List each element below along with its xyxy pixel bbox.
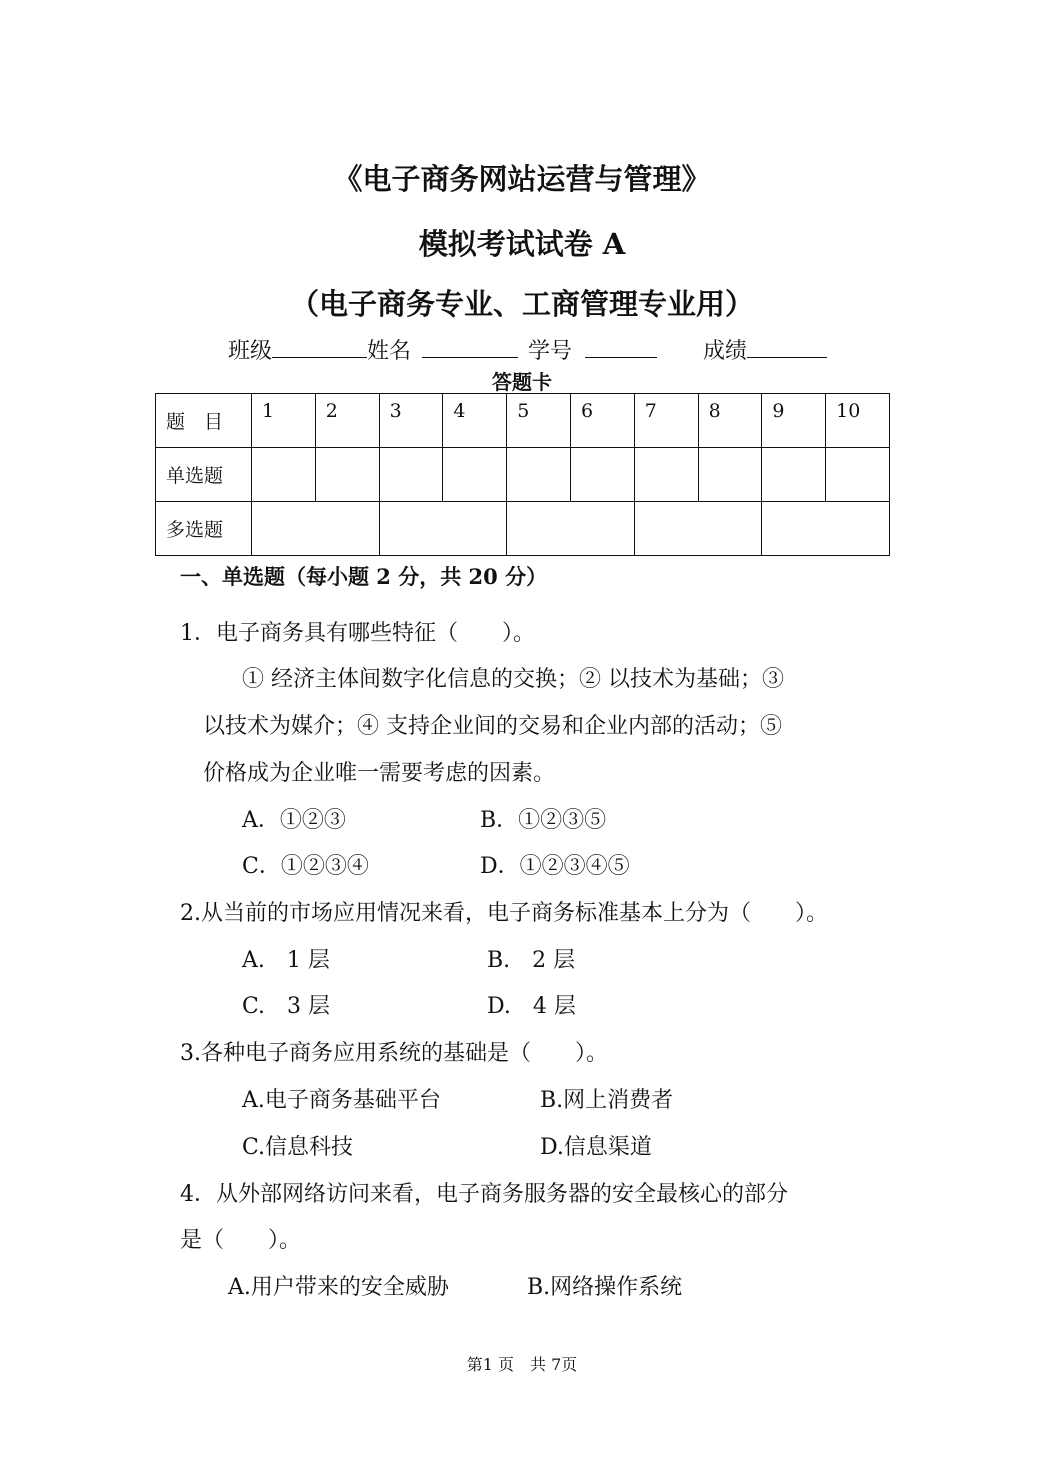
- section-heading-single-choice: 一、单选题（每小题 2 分，共 20 分）: [180, 564, 548, 589]
- student-info-line: [228, 334, 827, 365]
- question-number-cell: 5: [507, 394, 571, 448]
- single-answer-cell[interactable]: [570, 448, 634, 502]
- question-number-cell: 2: [315, 394, 379, 448]
- row-label-multi-choice: 多选题: [156, 502, 252, 556]
- q1-option-b: B．①②③⑤: [480, 808, 607, 833]
- score-field[interactable]: [747, 357, 827, 358]
- multi-answer-cell[interactable]: [252, 502, 380, 556]
- page-number-footer: 第1 页 共 7页: [466, 1355, 578, 1374]
- exam-title: 《电子商务网站运营与管理》: [333, 162, 711, 196]
- class-label: 班级: [228, 339, 273, 364]
- q3-stem: 3.各种电子商务应用系统的基础是（ ）。: [180, 1041, 608, 1066]
- name-field[interactable]: [422, 357, 518, 358]
- q1-option-d: D．①②③④⑤: [480, 854, 630, 879]
- q2-option-b: B. 2 层: [487, 948, 576, 973]
- q4-option-b: B.网络操作系统: [527, 1275, 683, 1300]
- q1-option-a: A．①②③: [242, 808, 346, 833]
- exam-audience: （电子商务专业、工商管理专业用）: [289, 287, 754, 321]
- exam-subtitle: 模拟考试试卷 A: [418, 227, 626, 261]
- q1-body-line: 价格成为企业唯一需要考虑的因素。: [203, 761, 556, 786]
- multi-answer-cell[interactable]: [379, 502, 507, 556]
- question-number-cell: 9: [762, 394, 826, 448]
- question-number-cell: 8: [698, 394, 762, 448]
- q2-stem: 2.从当前的市场应用情况来看，电子商务标准基本上分为（ ）。: [180, 901, 828, 926]
- row-label-number: 题 目: [156, 394, 252, 448]
- q2-option-c: C. 3 层: [242, 994, 331, 1019]
- student-id-label: 学号: [528, 339, 573, 364]
- question-number-cell: 3: [379, 394, 443, 448]
- q4-stem: 4．从外部网络访问来看，电子商务服务器的安全最核心的部分: [180, 1182, 788, 1207]
- single-answer-cell[interactable]: [762, 448, 826, 502]
- name-label: 姓名: [367, 339, 412, 364]
- single-answer-cell[interactable]: [634, 448, 698, 502]
- question-number-cell: 4: [443, 394, 507, 448]
- q1-stem: 1．电子商务具有哪些特征（ ）。: [180, 621, 535, 646]
- score-label: 成绩: [703, 339, 748, 364]
- q2-option-d: D. 4 层: [487, 994, 576, 1019]
- question-number-cell: 1: [252, 394, 316, 448]
- answer-card-single-row: [156, 448, 890, 502]
- class-field[interactable]: [272, 357, 367, 358]
- q4-option-a: A.用户带来的安全威胁: [228, 1275, 449, 1300]
- answer-card-title: 答题卡: [492, 370, 552, 394]
- single-answer-cell[interactable]: [379, 448, 443, 502]
- single-answer-cell[interactable]: [315, 448, 379, 502]
- question-number-cell: 6: [570, 394, 634, 448]
- single-answer-cell[interactable]: [443, 448, 507, 502]
- q3-option-b: B.网上消费者: [540, 1088, 674, 1113]
- answer-card-multi-row: [156, 502, 890, 556]
- single-answer-cell[interactable]: [252, 448, 316, 502]
- q4-stem-continued: 是（ ）。: [180, 1228, 302, 1253]
- multi-answer-cell[interactable]: [762, 502, 890, 556]
- q3-option-a: A.电子商务基础平台: [242, 1088, 441, 1113]
- answer-card-table: [155, 393, 890, 556]
- answer-card-number-row: [156, 394, 890, 448]
- single-answer-cell[interactable]: [507, 448, 571, 502]
- single-answer-cell[interactable]: [698, 448, 762, 502]
- q3-option-d: D.信息渠道: [540, 1135, 652, 1160]
- q2-option-a: A. 1 层: [242, 948, 330, 973]
- multi-answer-cell[interactable]: [634, 502, 762, 556]
- question-number-cell: 7: [634, 394, 698, 448]
- single-answer-cell[interactable]: [826, 448, 890, 502]
- q3-option-c: C.信息科技: [242, 1135, 354, 1160]
- q1-option-c: C．①②③④: [242, 854, 369, 879]
- student-id-field[interactable]: [585, 357, 657, 358]
- question-number-cell: 10: [826, 394, 890, 448]
- q1-body-line: ① 经济主体间数字化信息的交换；② 以技术为基础；③: [242, 667, 784, 692]
- row-label-single-choice: 单选题: [156, 448, 252, 502]
- q1-body-line: 以技术为媒介；④ 支持企业间的交易和企业内部的活动；⑤: [203, 714, 782, 739]
- multi-answer-cell[interactable]: [507, 502, 635, 556]
